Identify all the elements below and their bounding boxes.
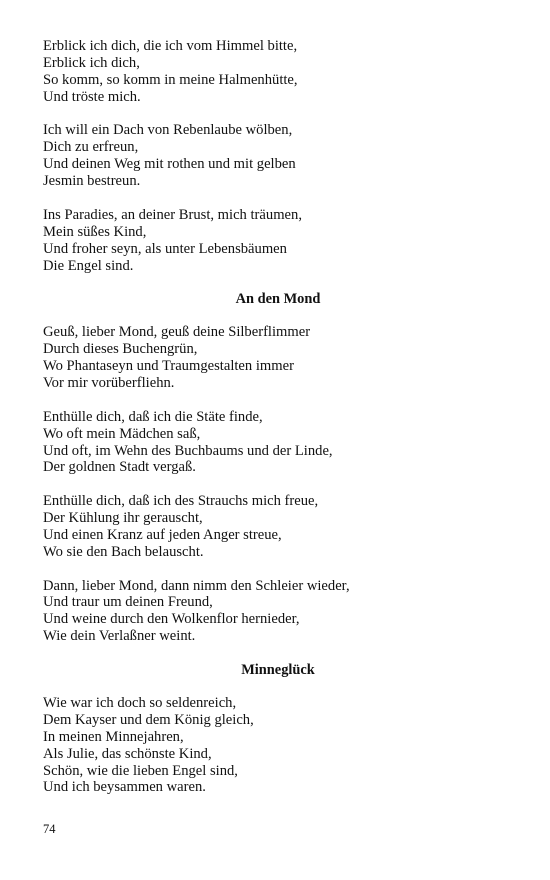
verse-line: Als Julie, das schönste Kind, [43, 745, 212, 762]
verse-line: Und einen Kranz auf jeden Anger streue, [43, 526, 282, 543]
poem-section [43, 38, 513, 274]
verse-line: Erblick ich dich, [43, 54, 140, 71]
verse-line: Enthülle dich, daß ich die Stäte finde, [43, 408, 263, 425]
verse-line: Und weine durch den Wolkenflor hernieder, [43, 611, 300, 628]
stanza [43, 38, 513, 106]
verse-line: Enthülle dich, daß ich des Strauchs mich freue, [43, 493, 319, 510]
verse-line: Der goldnen Stadt vergaß. [43, 459, 196, 476]
poem-title: Minneglück [241, 661, 315, 678]
stanza [43, 578, 513, 646]
verse-line: Wie war ich doch so seldenreich, [43, 694, 237, 711]
verse-line: Geuß, lieber Mond, geuß deine Silberflimmer [43, 324, 311, 341]
verse-line: So komm, so komm in meine Halmenhütte, [43, 71, 298, 88]
poem-title: An den Mond [235, 291, 321, 308]
verse-line: Wo sie den Bach belauscht. [43, 543, 204, 560]
verse-line: Schön, wie die lieben Engel sind, [43, 762, 238, 779]
verse-line: Dann, lieber Mond, dann nimm den Schleier wieder, [43, 577, 350, 594]
verse-line: Vor mir vorüberfliehn. [43, 374, 175, 391]
verse-line: Die Engel sind. [43, 257, 134, 274]
verse-line: Mein süßes Kind, [43, 223, 147, 240]
poem-column [43, 38, 513, 813]
stanza [43, 324, 513, 392]
verse-line: Und traur um deinen Freund, [43, 594, 213, 611]
verse-line: In meinen Minnejahren, [43, 728, 184, 745]
verse-line: Wie dein Verlaßner weint. [43, 628, 196, 645]
poem-section [43, 662, 513, 796]
verse-line: Durch dieses Buchengrün, [43, 341, 198, 358]
verse-line: Und oft, im Wehn des Buchbaums und der Linde, [43, 442, 333, 459]
verse-line: Ich will ein Dach von Rebenlaube wölben, [43, 122, 293, 139]
stanza [43, 409, 513, 477]
verse-line: Ins Paradies, an deiner Brust, mich träumen, [43, 206, 302, 223]
verse-line: Dem Kayser und dem König gleich, [43, 711, 254, 728]
poem-section [43, 291, 513, 645]
stanza [43, 695, 513, 796]
verse-line: Wo Phantaseyn und Traumgestalten immer [43, 358, 294, 375]
stanza [43, 207, 513, 275]
verse-line: Und froher seyn, als unter Lebensbäumen [43, 240, 287, 257]
verse-line: Dich zu erfreun, [43, 139, 139, 156]
verse-line: Und deinen Weg mit rothen und mit gelben [43, 156, 296, 173]
page-number: 74 [43, 822, 56, 836]
verse-line: Erblick ich dich, die ich vom Himmel bitte, [43, 38, 298, 54]
verse-line: Jesmin bestreun. [43, 173, 141, 190]
verse-line: Und ich beysammen waren. [43, 779, 206, 796]
verse-line: Der Kühlung ihr gerauscht, [43, 510, 203, 527]
verse-line: Und tröste mich. [43, 88, 141, 105]
verse-line: Wo oft mein Mädchen saß, [43, 425, 201, 442]
stanza [43, 493, 513, 561]
stanza [43, 122, 513, 190]
